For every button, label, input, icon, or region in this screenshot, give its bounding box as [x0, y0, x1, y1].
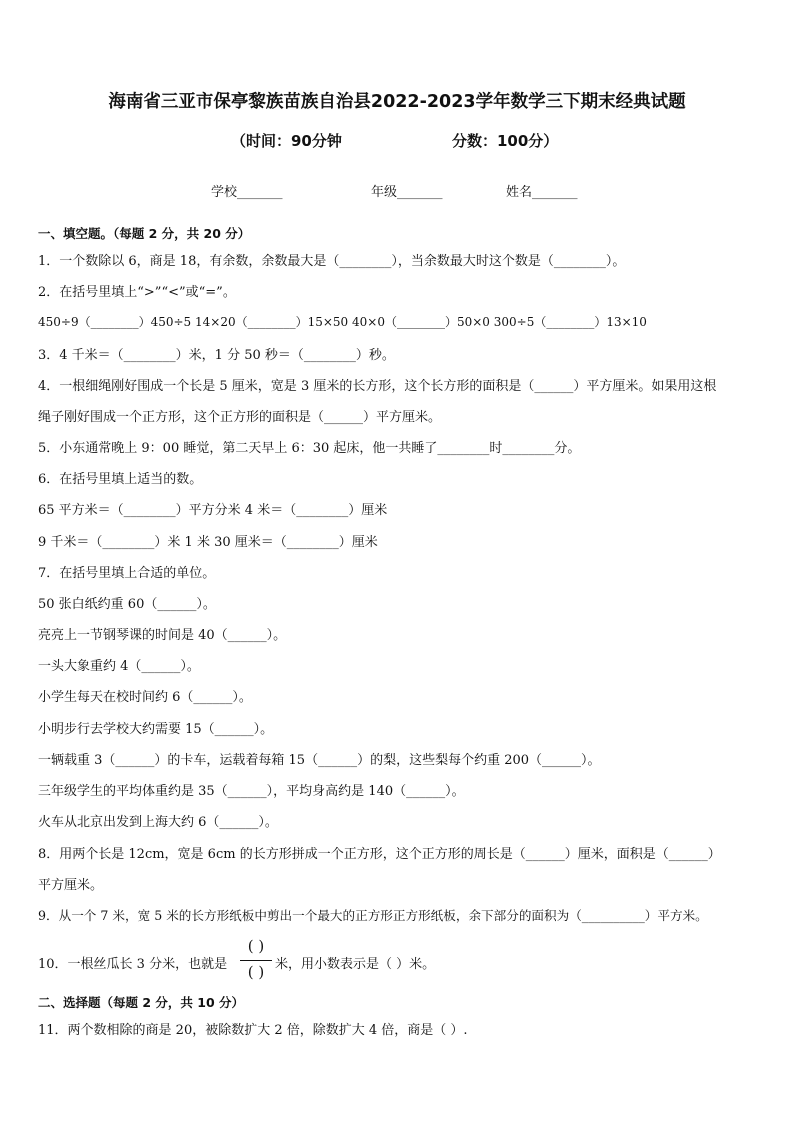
question-line: 一头大象重约 4（______）。: [38, 659, 200, 674]
exam-time: （时间：90分钟: [231, 132, 342, 150]
fraction-numerator: ( ): [247, 937, 265, 955]
question-line: 一辆载重 3（______）的卡车，运载着每箱 15（______）的梨，这些梨每个约重 200（______）。: [38, 753, 601, 768]
section-heading-choice: 二、选择题（每题 2 分，共 10 分）: [38, 995, 245, 1010]
question-10-prefix: 10．一根丝瓜长 3 分米，也就是: [38, 957, 228, 972]
question-line: 50 张白纸约重 60（______）。: [38, 597, 216, 612]
question-line: 9 千米＝（________）米 1 米 30 厘米＝（________）厘米: [38, 535, 378, 550]
question-line: 65 平方米＝（________）平方分米 4 米＝（________）厘米: [38, 503, 388, 518]
fraction-denominator: ( ): [247, 963, 265, 981]
grade-field: 年级_______: [371, 185, 443, 200]
question-line: 5．小东通常晚上 9：00 睡觉，第二天早上 6：30 起床，他一共睡了________时________分。: [38, 441, 581, 456]
question-line: 火车从北京出发到上海大约 6（______）。: [38, 815, 278, 830]
question-line: 450÷9（________）450÷5 14×20（________）15×50 40×0（________）50×0 300÷5（________）13×10: [38, 315, 647, 329]
name-field: 姓名_______: [506, 185, 578, 200]
fraction-bar: [240, 960, 272, 961]
question-line: 2．在括号里填上“>”“<”或“=”。: [38, 285, 236, 300]
question-line: 8．用两个长是 12cm，宽是 6cm 的长方形拼成一个正方形，这个正方形的周长是（______）厘米，面积是（______）: [38, 847, 721, 862]
exam-score: 分数：100分）: [452, 132, 559, 150]
question-line: 6．在括号里填上适当的数。: [38, 472, 203, 487]
question-line: 亮亮上一节钢琴课的时间是 40（______）。: [38, 628, 287, 643]
question-10-suffix: 米，用小数表示是（ ）米。: [275, 957, 436, 972]
question-line: 小明步行去学校大约需要 15（______）。: [38, 722, 274, 737]
question-line: 1．一个数除以 6，商是 18，有余数，余数最大是（________），当余数最大时这个数是（________）。: [38, 254, 626, 269]
question-line: 绳子刚好围成一个正方形，这个正方形的面积是（______）平方厘米。: [38, 410, 442, 425]
question-line: 11．两个数相除的商是 20，被除数扩大 2 倍，除数扩大 4 倍，商是（ ）.: [38, 1023, 468, 1038]
school-field: 学校_______: [211, 185, 283, 200]
question-line: 平方厘米。: [38, 878, 104, 893]
section-heading-fill-blank: 一、填空题。（每题 2 分，共 20 分）: [38, 226, 251, 241]
question-line: 3．4 千米＝（________）米，1 分 50 秒＝（________）秒。: [38, 348, 395, 363]
question-line: 4．一根细绳刚好围成一个长是 5 厘米，宽是 3 厘米的长方形，这个长方形的面积是（______）平方厘米。如果用这根: [38, 379, 717, 394]
question-line: 三年级学生的平均体重约是 35（______），平均身高约是 140（______）。: [38, 784, 465, 799]
question-line: 小学生每天在校时间约 6（______）。: [38, 690, 252, 705]
question-line: 7．在括号里填上合适的单位。: [38, 566, 216, 581]
page-title: 海南省三亚市保亭黎族苗族自治县2022-2023学年数学三下期末经典试题: [108, 92, 686, 112]
question-line: 9．从一个 7 米，宽 5 米的长方形纸板中剪出一个最大的正方形正方形纸板，余下部分的面积为（__________）平方米。: [38, 908, 708, 923]
fraction-blank: [238, 937, 274, 985]
